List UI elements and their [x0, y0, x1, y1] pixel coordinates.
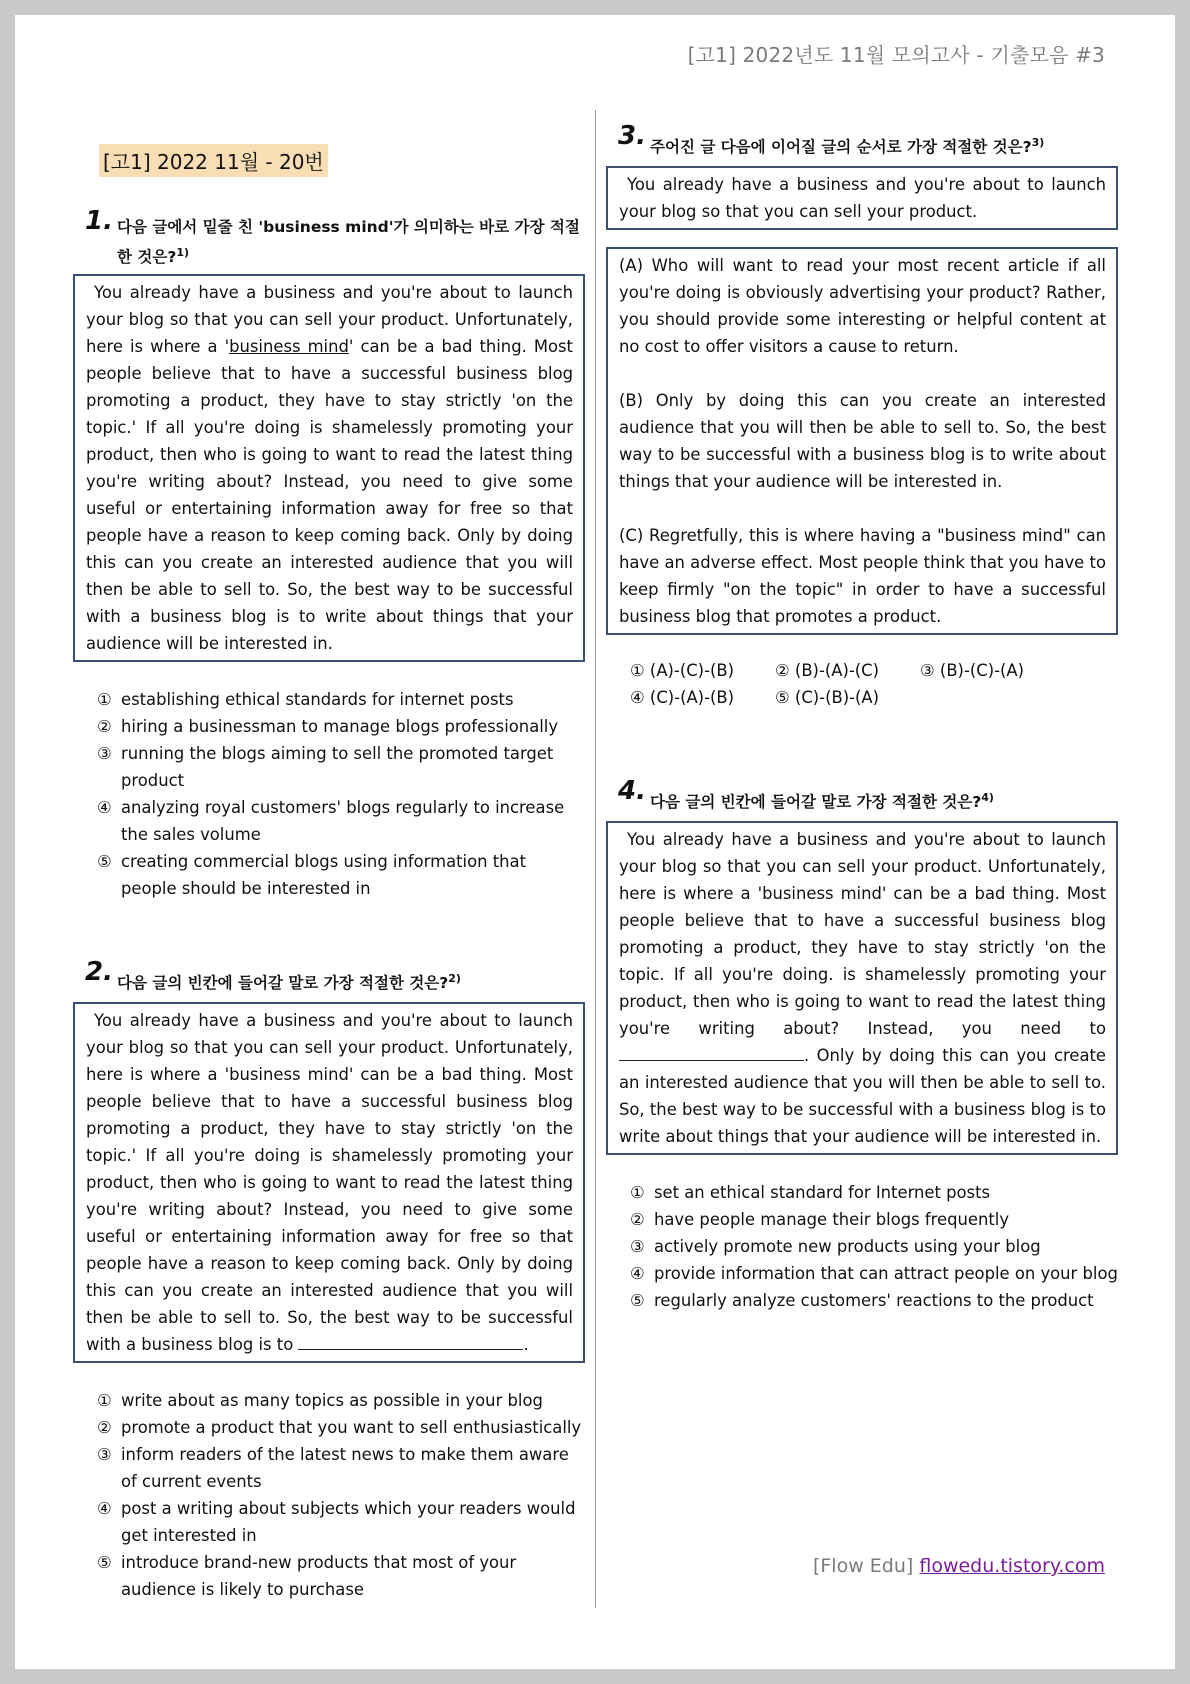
option-1[interactable]: ① establishing ethical standards for internet posts — [97, 690, 514, 710]
column-divider — [595, 110, 596, 1608]
question-3-options — [606, 657, 1118, 711]
question-text: 다음 글의 빈칸에 들어갈 말로 가장 적절한 것은?$^{2)}$ — [117, 972, 461, 993]
option-2[interactable]: ② (B)-(A)-(C) — [775, 661, 880, 681]
question-4-heading — [606, 776, 1118, 815]
page-footer — [813, 1555, 1105, 1577]
option-4[interactable]: ④ provide information that can attract people on your blog — [630, 1264, 1118, 1284]
option-5[interactable]: ⑤ introduce brand-new products that most of your audience is likely to purchase — [97, 1553, 517, 1600]
option-5[interactable]: ⑤ regularly analyze customers' reactions to the product — [630, 1291, 1094, 1311]
paragraph-a: (A) Who will want to read your most recent article if all you're doing is obviously advertising your product? Rather, you should provide some interesting or helpful content at no cost to offer visitors a cause to return. — [619, 256, 1106, 357]
question-number: 2. — [85, 957, 113, 988]
footer-link[interactable]: flowedu.tistory.com — [919, 1555, 1105, 1577]
underlined-phrase: business mind — [229, 337, 349, 357]
option-4[interactable]: ④ (C)-(A)-(B) — [630, 688, 735, 708]
footnote-ref: 2) — [448, 972, 461, 986]
question-1-heading — [73, 206, 585, 270]
question-4-options — [606, 1179, 1118, 1314]
paragraph-c: (C) Regretfully, this is where having a "business mind" can have an adverse effect. Most people think that you have to keep firmly "on the topic" in order to have a successful business blog that promotes a product. — [619, 526, 1106, 627]
question-3-heading — [606, 121, 1118, 160]
passage-text: You already have a business and you're about to launch your blog so that you can sell your product. Unfortunately, here is where a 'business mind' can be a bad thing. Most people believe that to have a successful business blog promoting a product, they have to stay strictly 'on the topic.' If all you're doing is shamelessly promoting your product, then who is going to want to read the latest thing you're writing about? Instead, you need to give some useful or entertaining information away for free so that people have a reason to keep coming back. Only by doing this can you create an interested audience that you will then be able to sell to. So, the best way to be successful with a business blog is to write about things that your audience will be interested in. — [86, 283, 573, 654]
option-3[interactable]: ③ (B)-(C)-(A) — [920, 661, 1025, 681]
option-3[interactable]: ③ running the blogs aiming to sell the promoted target product — [97, 744, 554, 791]
option-5[interactable]: ⑤ (C)-(B)-(A) — [775, 688, 880, 708]
option-4[interactable]: ④ post a writing about subjects which your readers would get interested in — [97, 1499, 576, 1546]
question-4-passage — [606, 821, 1118, 1155]
option-3[interactable]: ③ actively promote new products using your blog — [630, 1237, 1041, 1257]
option-3[interactable]: ③ inform readers of the latest news to make them aware of current events — [97, 1445, 569, 1492]
question-1-passage — [73, 274, 585, 662]
question-3-given-passage — [606, 166, 1118, 230]
question-2-heading — [73, 957, 585, 996]
footnote-ref: 4) — [981, 791, 994, 805]
left-column — [73, 110, 585, 1603]
question-number: 3. — [618, 121, 646, 151]
passage-text: You already have a business and you're about to launch your blog so that you can sell your product. — [619, 175, 1106, 222]
question-1-options — [73, 686, 585, 902]
question-3-paragraphs — [606, 247, 1118, 635]
passage-text: You already have a business and you're about to launch your blog so that you can sell your product. Unfortunately, here is where a 'business mind' can be a bad thing. Most people believe that to have a successful business blog promoting a product, they have to stay strictly 'on the topic.' If all you're doing is shamelessly promoting your product, then who is going to want to read the latest thing you're writing about? Instead, you need to give some useful or entertaining information away for free so that people have a reason to keep coming back. Only by doing this can you create an interested audience that you will then be able to sell to. So, the best way to be successful with a business blog is to . — [86, 1011, 573, 1355]
answer-blank — [298, 1335, 523, 1350]
option-2[interactable]: ② promote a product that you want to sell enthusiastically — [97, 1418, 582, 1438]
option-2[interactable]: ② have people manage their blogs frequently — [630, 1210, 1010, 1230]
option-4[interactable]: ④ analyzing royal customers' blogs regularly to increase the sales volume — [97, 798, 565, 845]
question-2-passage — [73, 1002, 585, 1363]
footnote-ref: 3) — [1031, 136, 1045, 149]
question-text: 다음 글에서 밑줄 친 'business mind'가 의미하는 바로 가장 적절한 것은?$^{1)}$ — [117, 218, 580, 267]
page-header: [고1] 2022년도 11월 모의고사 - 기출모음 #3 — [687, 43, 1105, 67]
footer-brand: [Flow Edu] — [812, 1555, 914, 1577]
question-2-options — [73, 1387, 585, 1603]
option-5[interactable]: ⑤ creating commercial blogs using information that people should be interested in — [97, 852, 527, 899]
document-page — [15, 15, 1175, 1669]
question-number: 1. — [85, 206, 113, 236]
passage-text: You already have a business and you're about to launch your blog so that you can sell your product. Unfortunately, here is where a 'business mind' can be a bad thing. Most people believe that to have a successful business blog promoting a product, they have to stay strictly 'on the topic. If all you're doing. is shamelessly promoting your product, then who is going to want to read the latest thing you're writing about? Instead, you need to . Only by doing this can you create an interested audience that you will then be able to sell to. So, the best way to be successful with a business blog is to write about things that your audience will be interested in. — [619, 830, 1106, 1147]
section-tag: [고1] 2022 11월 - 20번 — [99, 144, 328, 177]
option-2[interactable]: ② hiring a businessman to manage blogs professionally — [97, 717, 559, 737]
option-1[interactable]: ① (A)-(C)-(B) — [630, 661, 735, 681]
option-1[interactable]: ① set an ethical standard for Internet posts — [630, 1183, 991, 1203]
option-1[interactable]: ① write about as many topics as possible in your blog — [97, 1391, 543, 1411]
answer-blank — [619, 1046, 804, 1061]
question-text: 다음 글의 빈칸에 들어갈 말로 가장 적절한 것은?$^{4)}$ — [650, 791, 994, 812]
question-text: 주어진 글 다음에 이어질 글의 순서로 가장 적절한 것은?$^{3)}$ — [650, 136, 1045, 157]
right-column — [606, 110, 1118, 1314]
paragraph-b: (B) Only by doing this can you create an interested audience that you will then be able to sell to. So, the best way to be successful with a business blog is to write about things that your audience will be interested in. — [619, 391, 1106, 492]
footnote-ref: 1) — [176, 246, 189, 259]
question-number: 4. — [618, 776, 646, 807]
